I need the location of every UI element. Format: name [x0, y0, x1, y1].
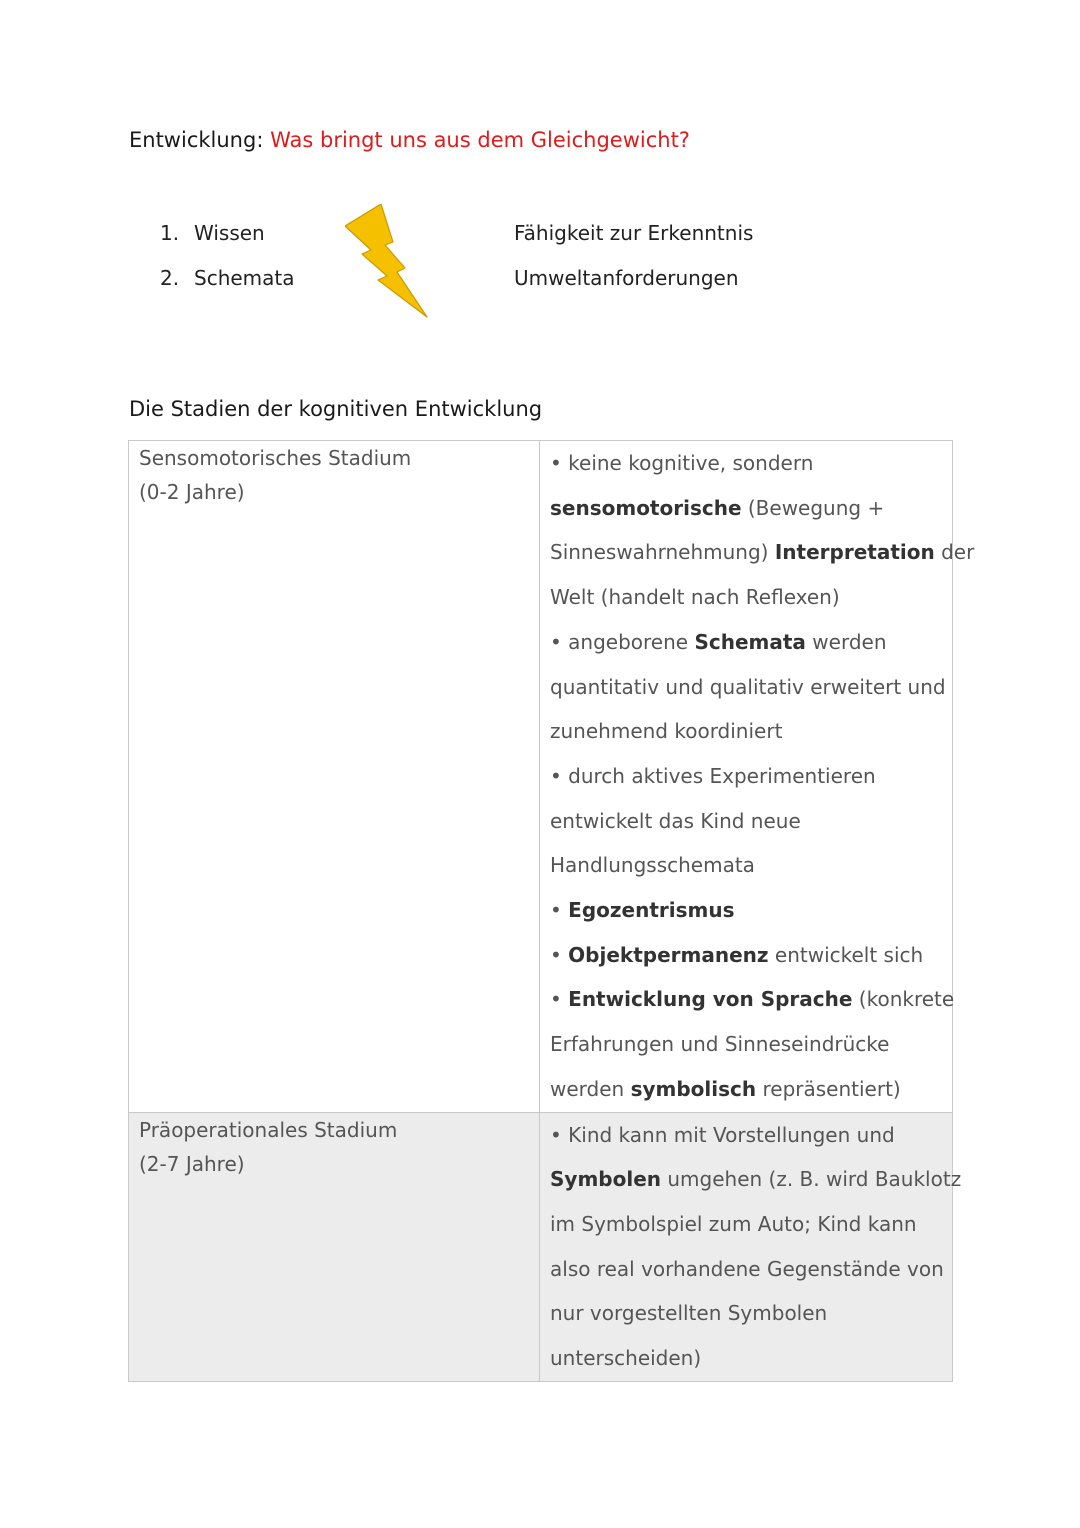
numbered-list: [160, 218, 295, 308]
description-line: [550, 1291, 942, 1336]
description-line: [550, 1022, 942, 1067]
description-line: [550, 486, 942, 531]
description-text: repräsentiert): [756, 1076, 901, 1101]
description-text: unterscheiden): [550, 1346, 702, 1371]
description-line: [550, 575, 942, 620]
description-line: [550, 888, 942, 933]
description-text: • angeborene: [550, 629, 695, 654]
stage-age: (0-2 Jahre): [139, 480, 245, 504]
lightning-bolt-icon: [345, 204, 429, 324]
stage-description: [550, 1113, 962, 1381]
description-text: der: [934, 540, 975, 565]
description-text: umgehen (z. B. wird Bauklotz: [661, 1167, 962, 1192]
description-text: (konkrete: [852, 987, 955, 1012]
bold-term: Objektpermanenz: [568, 942, 769, 967]
description-line: [550, 1157, 962, 1202]
description-text: werden: [550, 1076, 631, 1101]
stage-name-cell: [129, 441, 540, 1113]
description-line: [550, 441, 942, 486]
description-text: • durch aktives Experimentieren: [550, 763, 876, 788]
description-line: [550, 665, 946, 710]
list-item: [160, 263, 295, 308]
section-heading: Die Stadien der kognitiven Entwicklung: [129, 397, 543, 421]
description-line: [550, 1113, 942, 1158]
list-item-label: Wissen: [194, 221, 265, 245]
description-line: [550, 1067, 942, 1112]
description-text: •: [550, 942, 569, 967]
description-text: • keine kognitive, sondern: [550, 451, 814, 475]
description-text: werden: [805, 629, 887, 654]
heading-question: Was bringt uns aus dem Gleichgewicht?: [270, 128, 690, 152]
list-item: [160, 218, 295, 263]
bold-term: Interpretation: [774, 540, 935, 565]
description-line: [550, 754, 942, 799]
stage-description-cell: [540, 1112, 962, 1381]
description-text: im Symbolspiel zum Auto; Kind kann: [550, 1211, 917, 1236]
description-text: entwickelt sich: [768, 942, 924, 967]
bold-term: sensomotorische: [550, 495, 742, 520]
list-item-number: 1.: [160, 221, 180, 245]
description-text: Welt (handelt nach Reflexen): [550, 585, 840, 610]
description-line: [550, 799, 942, 844]
description-text: •: [550, 987, 569, 1012]
stage-name-cell: [129, 1112, 540, 1381]
description-text: Handlungsschemata: [550, 853, 755, 878]
description-line: [550, 977, 955, 1022]
table-row: [129, 441, 953, 1113]
description-text: quantitativ und qualitativ erweitert und: [550, 674, 946, 699]
heading-prefix: Entwicklung:: [129, 128, 264, 152]
stage-description: [550, 441, 975, 1112]
description-text: • Kind kann mit Vorstellungen und: [550, 1122, 895, 1147]
description-line: [550, 843, 942, 888]
bold-term: Entwicklung von Sprache: [568, 987, 853, 1012]
description-text: •: [550, 898, 569, 923]
description-line: [550, 709, 942, 754]
bold-term: Symbolen: [550, 1167, 661, 1192]
stage-age: (2-7 Jahre): [139, 1151, 245, 1176]
list-item-number: 2.: [160, 266, 180, 290]
description-line: [550, 1202, 942, 1247]
description-line: [550, 1336, 942, 1381]
description-text: Erfahrungen und Sinneseindrücke: [550, 1032, 890, 1057]
description-text: also real vorhandene Gegenstände von: [550, 1256, 944, 1281]
description-text: (Bewegung +: [741, 495, 885, 520]
description-text: entwickelt das Kind neue: [550, 808, 801, 833]
bold-term: symbolisch: [630, 1076, 757, 1101]
table-row: [129, 1112, 953, 1381]
description-line: [550, 530, 975, 575]
right-list-item: Fähigkeit zur Erkenntnis: [514, 221, 754, 245]
bold-term: Schemata: [694, 629, 806, 654]
list-item-label: Schemata: [194, 266, 295, 290]
stage-name: Sensomotorisches Stadium: [139, 446, 412, 470]
description-text: Sinneswahrnehmung): [550, 540, 775, 565]
description-line: [550, 620, 942, 665]
right-list-item: Umweltanforderungen: [514, 266, 739, 290]
stage-name: Präoperationales Stadium: [139, 1117, 398, 1142]
description-line: [550, 1247, 942, 1292]
page-heading: [129, 128, 690, 152]
right-list: [514, 218, 753, 308]
stage-description-cell: [540, 441, 975, 1113]
description-text: zunehmend koordiniert: [550, 719, 783, 744]
description-text: nur vorgestellten Symbolen: [550, 1301, 828, 1326]
description-line: [550, 933, 942, 978]
stages-table: [128, 440, 975, 1382]
bold-term: Egozentrismus: [568, 898, 735, 923]
